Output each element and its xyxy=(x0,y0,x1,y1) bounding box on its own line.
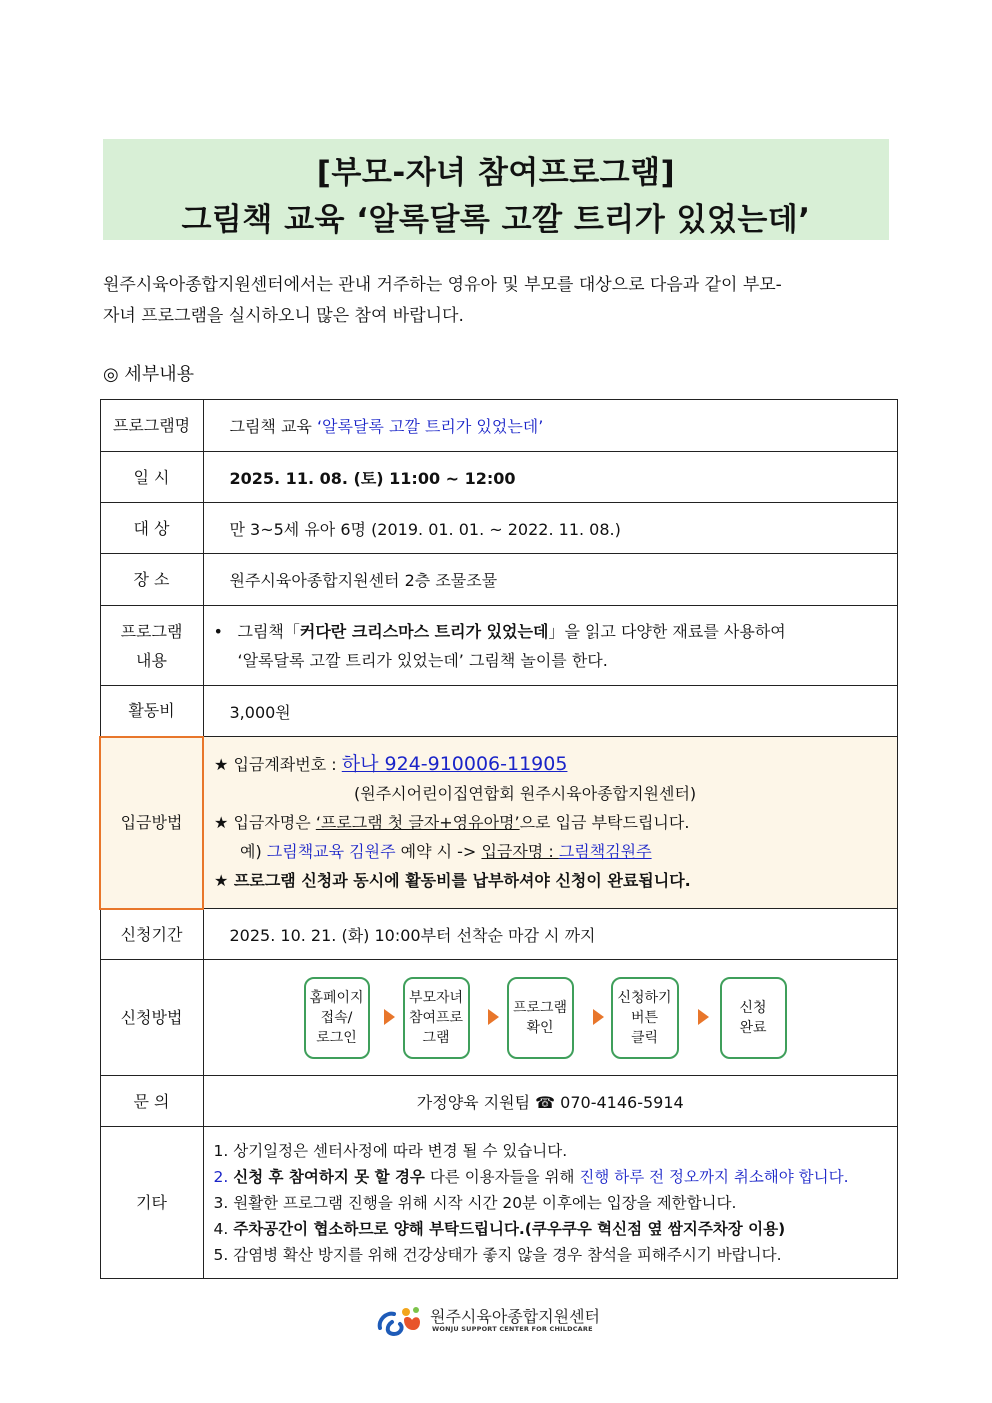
row-place xyxy=(100,554,898,606)
example-mid: 예약 시 -> xyxy=(395,842,482,861)
step-2: 부모자녀 참여프로 그램 xyxy=(403,977,470,1059)
period-value: 2025. 10. 21. (화) 10:00부터 선착순 마감 시 까지 xyxy=(203,909,898,960)
row-period xyxy=(100,909,898,960)
row-program xyxy=(100,400,898,452)
center-logo-icon xyxy=(376,1302,426,1338)
arrow-icon xyxy=(488,1009,499,1025)
depositor-post: 으로 입금 부탁드립니다. xyxy=(519,813,690,832)
label-method: 신청방법 xyxy=(100,960,203,1076)
row-target xyxy=(100,503,898,554)
etc-line-5: 5. 감염병 확산 방지를 위해 건강상태가 좋지 않을 경우 참석을 피해주시기 바랍니다. xyxy=(213,1245,782,1264)
row-content xyxy=(100,606,898,686)
label-content-1: 프로그램 xyxy=(120,621,183,641)
row-fee xyxy=(100,686,898,737)
etc-line-3: 3. 원활한 프로그램 진행을 위해 시작 시간 20분 이후에는 입장을 제한합니다. xyxy=(213,1193,737,1212)
label-fee: 활동비 xyxy=(100,686,203,737)
label-etc: 기타 xyxy=(100,1127,203,1279)
details-table xyxy=(99,399,898,1279)
target-value: 만 3~5세 유아 6명 (2019. 01. 01. ~ 2022. 11. 08.) xyxy=(203,503,898,554)
intro-line-2: 자녀 프로그램을 실시하오니 많은 참여 바랍니다. xyxy=(103,306,464,326)
label-target: 대 상 xyxy=(100,503,203,554)
application-steps xyxy=(204,961,898,1075)
step-4: 신청하기 버튼 클릭 xyxy=(611,977,679,1059)
label-payment: 입금방법 xyxy=(100,737,203,909)
row-method xyxy=(100,960,898,1076)
content-line-2: ‘알록달록 고깔 트리가 있었는데’ 그림책 놀이를 한다. xyxy=(237,650,608,670)
payment-notice: 프로그램 신청과 동시에 활동비를 납부하셔야 신청이 완료됩니다. xyxy=(233,871,691,890)
example-pre: 예) xyxy=(240,842,267,861)
label-program: 프로그램명 xyxy=(100,400,203,452)
star-icon: ★ xyxy=(214,755,229,774)
example-name: 그림책교육 김원주 xyxy=(266,842,396,861)
label-period: 신청기간 xyxy=(100,909,203,960)
title-banner xyxy=(103,139,889,240)
intro-paragraph xyxy=(103,270,893,332)
arrow-icon xyxy=(698,1009,709,1025)
etc-line-4: 4. 주차공간이 협소하므로 양해 부탁드립니다.(쿠우쿠우 혁신점 옆 쌈지주차장 이용) xyxy=(213,1219,786,1238)
contact-value: 가정양육 지원팀 ☎ 070-4146-5914 xyxy=(203,1076,898,1127)
place-value: 원주시육아종합지원센터 2층 조물조물 xyxy=(203,554,898,606)
bullet: • xyxy=(213,621,223,641)
label-date: 일 시 xyxy=(100,452,203,503)
star-icon: ★ xyxy=(214,871,229,890)
arrow-icon xyxy=(384,1009,395,1025)
etc-line-2: 2. 신청 후 참여하지 못 할 경우 다른 이용자들을 위해 진행 하루 전 정오까지 취소해야 합니다. xyxy=(213,1167,849,1186)
step-5: 신청 완료 xyxy=(720,977,787,1059)
program-prefix: 그림책 교육 xyxy=(229,417,317,436)
label-contact: 문 의 xyxy=(100,1076,203,1127)
depositor-pre: 입금자명은 xyxy=(233,813,316,832)
depositor-rule: ‘프로그램 첫 글자+영유아명’ xyxy=(315,813,520,832)
fee-value: 3,000원 xyxy=(203,686,898,737)
account-number: 하나 924-910006-11905 xyxy=(341,753,568,775)
etc-line-1: 1. 상기일정은 센터사정에 따라 변경 될 수 있습니다. xyxy=(213,1141,568,1160)
section-heading: ◎ 세부내용 xyxy=(103,364,194,385)
title-line-2: 그림책 교육 ‘알록달록 고깔 트리가 있었는데’ xyxy=(181,202,811,238)
account-holder: (원주시어린이집연합회 원주시육아종합지원센터) xyxy=(354,784,697,803)
row-etc xyxy=(100,1127,898,1279)
example-value: 그림책김원주 xyxy=(558,842,652,861)
row-date xyxy=(100,452,898,503)
example-label: 입금자명 : xyxy=(481,842,559,861)
program-title: ‘알록달록 고깔 트리가 있었는데’ xyxy=(316,417,544,436)
arrow-icon xyxy=(593,1009,604,1025)
step-3: 프로그램 확인 xyxy=(507,977,574,1059)
step-1: 홈페이지 접속/ 로그인 xyxy=(304,977,370,1059)
intro-line-1: 원주시육아종합지원센터에서는 관내 거주하는 영유아 및 부모를 대상으로 다음과 같이 부모- xyxy=(103,275,782,295)
footer-center-subtitle: WONJU SUPPORT CENTER FOR CHILDCARE xyxy=(432,1325,593,1333)
label-place: 장 소 xyxy=(100,554,203,606)
title-line-1: [부모-자녀 참여프로그램] xyxy=(316,155,676,191)
footer-logo xyxy=(376,1300,636,1340)
footer-center-name: 원주시육아종합지원센터 xyxy=(430,1307,601,1326)
account-label: 입금계좌번호 : xyxy=(233,755,342,774)
content-pre: 그림책「 xyxy=(237,621,300,641)
row-contact xyxy=(100,1076,898,1127)
book-title: 커다란 크리스마스 트리가 있었는데 xyxy=(299,621,549,641)
row-payment xyxy=(100,737,898,909)
label-content-2: 내용 xyxy=(136,650,167,670)
star-icon: ★ xyxy=(214,813,229,832)
content-post: 」을 읽고 다양한 재료를 사용하여 xyxy=(548,621,786,641)
date-value: 2025. 11. 08. (토) 11:00 ~ 12:00 xyxy=(203,452,898,503)
